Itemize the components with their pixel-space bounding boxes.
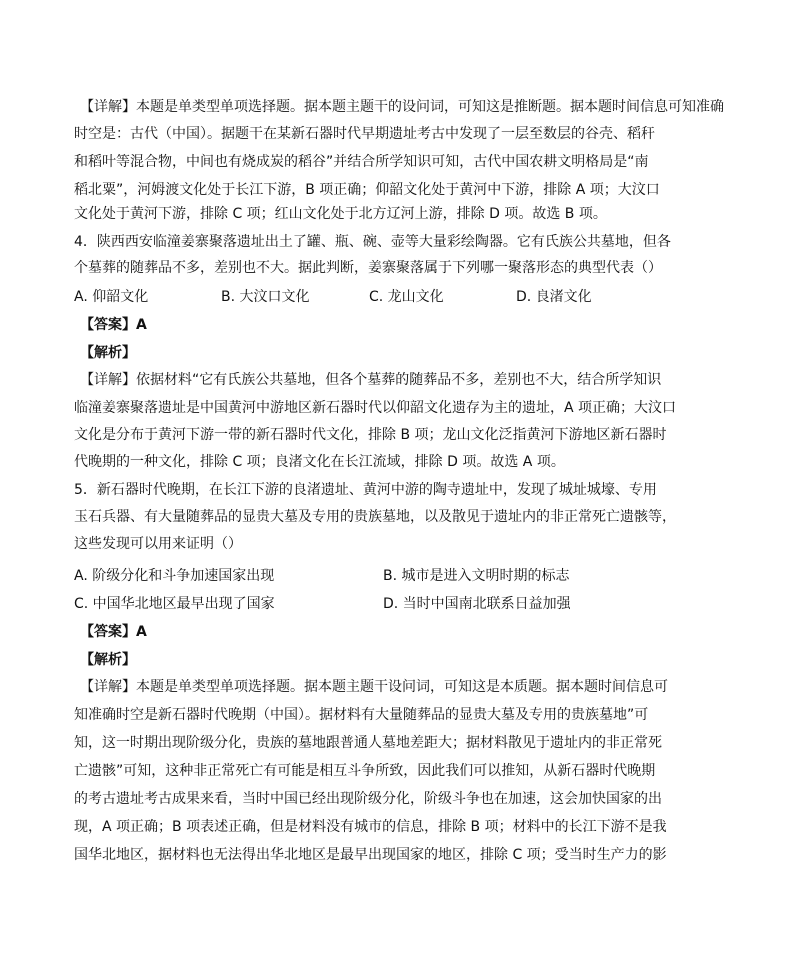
q4-stem-line: 4．陕西西安临潼姜寨聚落遗址出土了罐、瓶、碗、壶等大量彩绘陶器。它有氏族公共墓地，但各 xyxy=(74,234,671,250)
q5-option-c: C. 中国华北地区最早出现了国家 xyxy=(74,596,275,612)
q4-detail-line: 文化是分布于黄河下游一带的新石器时代文化，排除 B 项；龙山文化泛指黄河下游地区新石器时 xyxy=(74,427,667,443)
q3-detail-line: 和稻叶等混合物，中间也有烧成炭的稻谷”并结合所学知识可知，古代中国农耕文明格局是“南 xyxy=(74,154,649,170)
q5-stem-line: 5．新石器时代晚期，在长江下游的良渚遗址、黄河中游的陶寺遗址中，发现了城址城壕、专用 xyxy=(74,482,657,498)
q5-analysis-label: 【解析】 xyxy=(80,652,136,668)
q3-detail-line: 【详解】本题是单类型单项选择题。据本题主题干的设问词，可知这是推断题。据本题时间信息可知准确 xyxy=(80,99,724,115)
q3-detail-line: 时空是：古代（中国）。据题干在某新石器时代早期遗址考古中发现了一层至数层的谷壳、稻秆 xyxy=(74,126,655,142)
q3-detail-line: 稻北粟”，河姆渡文化处于长江下游，B 项正确；仰韶文化处于黄河中下游，排除 A 项；大汶口 xyxy=(74,182,660,198)
q4-option-d: D. 良渚文化 xyxy=(516,289,592,305)
q5-detail-line: 知，这一时期出现阶级分化，贵族的墓地跟普通人墓地差距大；据材料散见于遗址内的非正常死 xyxy=(74,735,662,751)
q4-detail-line: 【详解】依据材料“它有氏族公共墓地，但各个墓葬的随葬品不多，差别也不大，结合所学知识 xyxy=(80,372,662,388)
q5-option-b: B. 城市是进入文明时期的标志 xyxy=(383,568,570,584)
q5-stem-line: 玉石兵器、有大量随葬品的显贵大墓及专用的贵族墓地，以及散见于遗址内的非正常死亡遗骸等， xyxy=(74,509,676,525)
q5-detail-line: 国华北地区，据材料也无法得出华北地区是最早出现国家的地区，排除 C 项；受当时生产力的影 xyxy=(74,847,667,863)
q4-option-a: A. 仰韶文化 xyxy=(74,289,149,305)
q3-detail-line: 文化处于黄河下游，排除 C 项；红山文化处于北方辽河上游，排除 D 项。故选 B 项。 xyxy=(74,206,607,222)
q4-detail-line: 临潼姜寨聚落遗址是中国黄河中游地区新石器时代以仰韶文化遗存为主的遗址，A 项正确；大汶口 xyxy=(74,400,677,416)
q4-option-b: B. 大汶口文化 xyxy=(221,289,310,305)
q4-option-c: C. 龙山文化 xyxy=(369,289,444,305)
q4-detail-line: 代晚期的一种文化，排除 C 项；良渚文化在长江流域，排除 D 项。故选 A 项。 xyxy=(74,454,565,470)
q4-stem-line: 个墓葬的随葬品不多，差别也不大。据此判断，姜寨聚落属于下列哪一聚落形态的典型代表（） xyxy=(74,260,662,276)
q5-option-d: D. 当时中国南北联系日益加强 xyxy=(383,596,571,612)
q5-detail-line: 亡遗骸”可知，这种非正常死亡有可能是相互斗争所致，因此我们可以推知，从新石器时代晚期 xyxy=(74,763,656,779)
q5-detail-line: 的考古遗址考古成果来看，当时中国已经出现阶级分化，阶级斗争也在加速，这会加快国家的出 xyxy=(74,791,662,807)
q5-stem-line: 这些发现可以用来证明（） xyxy=(74,536,242,552)
q4-analysis-label: 【解析】 xyxy=(80,345,136,361)
q5-detail-line: 知准确时空是新石器时代晚期（中国）。据材料有大量随葬品的显贵大墓及专用的贵族墓地”可 xyxy=(74,707,649,723)
q5-detail-line: 【详解】本题是单类型单项选择题。据本题主题干设问词，可知这是本质题。据本题时间信息可 xyxy=(80,679,668,695)
q5-option-a: A. 阶级分化和斗争加速国家出现 xyxy=(74,568,275,584)
q5-detail-line: 现，A 项正确；B 项表述正确，但是材料没有城市的信息，排除 B 项；材料中的长江下游不是我 xyxy=(74,819,667,835)
q5-answer: 【答案】A xyxy=(80,624,147,640)
q4-answer: 【答案】A xyxy=(80,317,147,333)
